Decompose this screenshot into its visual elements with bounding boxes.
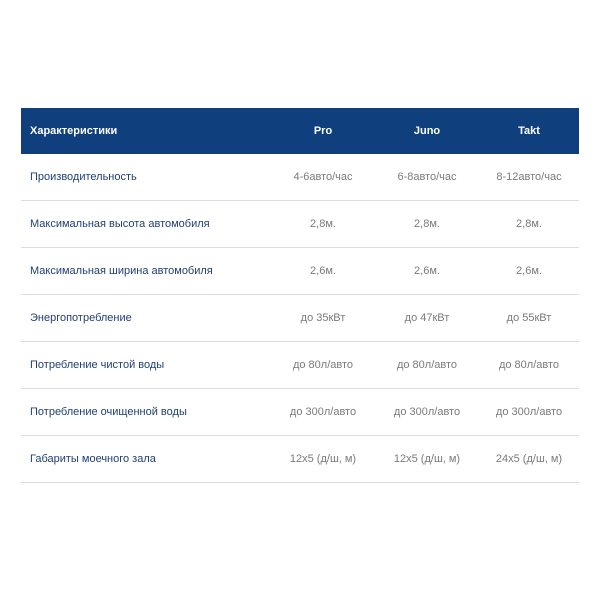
table-row xyxy=(21,436,579,483)
cell-pro: до 80л/авто xyxy=(271,342,375,389)
cell-juno: 12х5 (д/ш, м) xyxy=(375,436,479,483)
cell-pro: 2,6м. xyxy=(271,248,375,295)
specifications-table xyxy=(21,108,579,483)
row-label: Потребление очищенной воды xyxy=(21,389,271,436)
cell-takt: 2,8м. xyxy=(479,201,579,248)
header-pro: Pro xyxy=(271,108,375,154)
row-label: Потребление чистой воды xyxy=(21,342,271,389)
table-row xyxy=(21,248,579,295)
cell-juno: 6-8авто/час xyxy=(375,154,479,201)
cell-pro: 12х5 (д/ш, м) xyxy=(271,436,375,483)
cell-takt: до 300л/авто xyxy=(479,389,579,436)
header-row xyxy=(21,108,579,154)
table-row xyxy=(21,342,579,389)
cell-juno: 2,8м. xyxy=(375,201,479,248)
row-label: Габариты моечного зала xyxy=(21,436,271,483)
table-row xyxy=(21,154,579,201)
cell-juno: до 47кВт xyxy=(375,295,479,342)
cell-juno: до 300л/авто xyxy=(375,389,479,436)
cell-takt: до 55кВт xyxy=(479,295,579,342)
cell-juno: до 80л/авто xyxy=(375,342,479,389)
header-juno: Juno xyxy=(375,108,479,154)
cell-juno: 2,6м. xyxy=(375,248,479,295)
table-row xyxy=(21,295,579,342)
row-label: Максимальная ширина автомобиля xyxy=(21,248,271,295)
table-row xyxy=(21,389,579,436)
row-label: Производительность xyxy=(21,154,271,201)
table-body xyxy=(21,154,579,483)
cell-takt: до 80л/авто xyxy=(479,342,579,389)
table-header xyxy=(21,108,579,154)
row-label: Максимальная высота автомобиля xyxy=(21,201,271,248)
cell-pro: 2,8м. xyxy=(271,201,375,248)
header-takt: Takt xyxy=(479,108,579,154)
cell-takt: 2,6м. xyxy=(479,248,579,295)
cell-pro: до 35кВт xyxy=(271,295,375,342)
header-characteristics: Характеристики xyxy=(21,108,271,154)
cell-pro: до 300л/авто xyxy=(271,389,375,436)
cell-pro: 4-6авто/час xyxy=(271,154,375,201)
cell-takt: 8-12авто/час xyxy=(479,154,579,201)
table-row xyxy=(21,201,579,248)
cell-takt: 24х5 (д/ш, м) xyxy=(479,436,579,483)
row-label: Энергопотребление xyxy=(21,295,271,342)
